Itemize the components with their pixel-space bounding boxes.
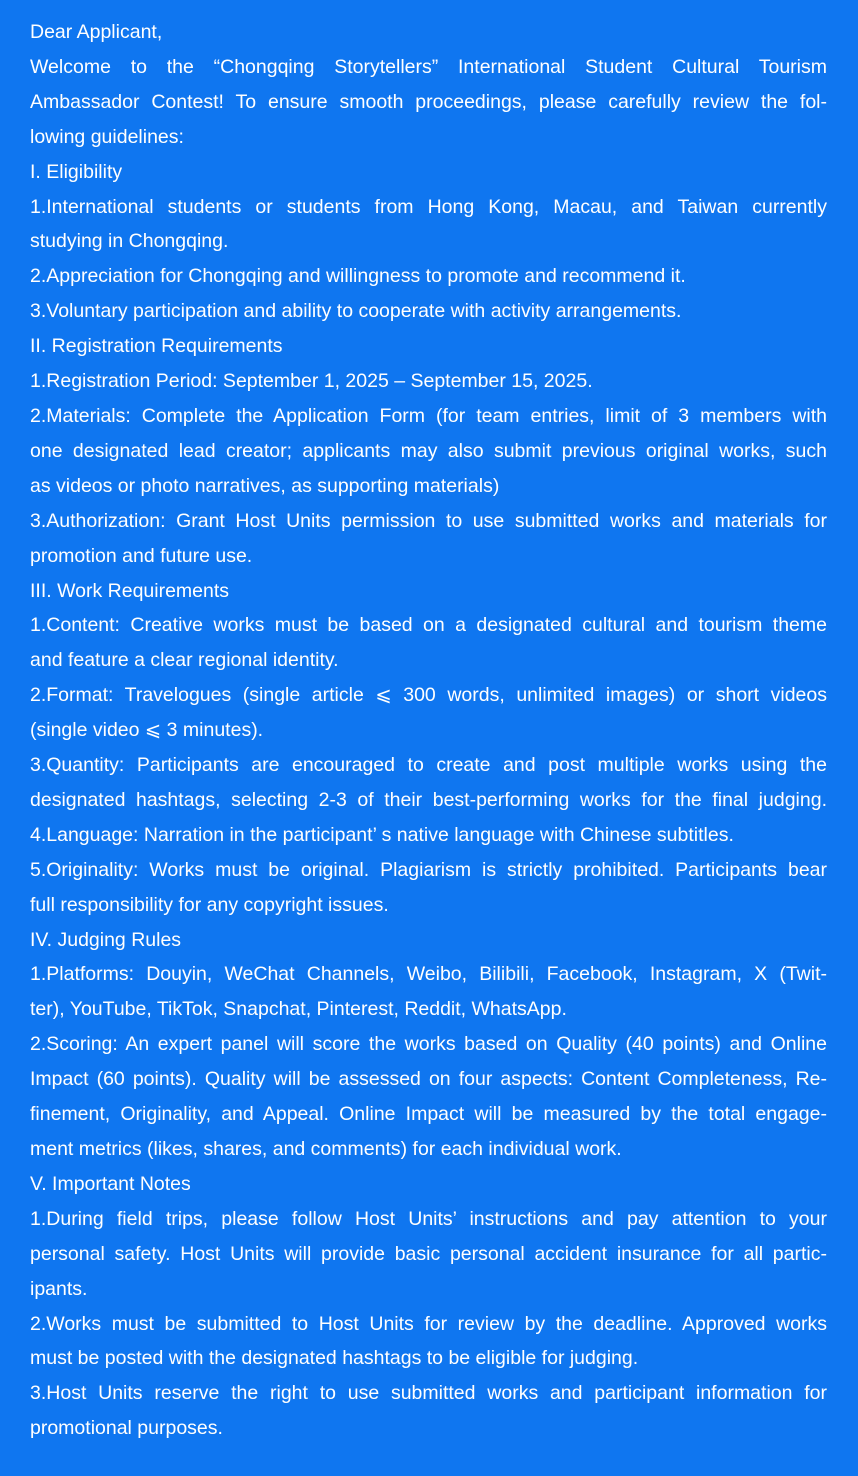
text-line: 1.International students or students from Hong Kong, Macau, and Taiwan currently [30, 195, 827, 218]
text-line: 5.Originality: Works must be original. Plagiarism is strictly prohibited. Participants bear [30, 858, 827, 881]
text-line: 3.Voluntary participation and ability to cooperate with activity arrangements. [30, 300, 682, 323]
text-line: 1.Platforms: Douyin, WeChat Channels, Weibo, Bilibili, Facebook, Instagram, X (Twit- [30, 963, 827, 986]
text-line: finement, Originality, and Appeal. Online Impact will be measured by the total engage- [30, 1103, 827, 1126]
text-line: 3.Host Units reserve the right to use submitted works and participant information for [30, 1382, 827, 1405]
text-line: promotional purposes. [30, 1417, 223, 1440]
text-line: 3.Authorization: Grant Host Units permission to use submitted works and materials for [30, 509, 827, 532]
text-line: designated hashtags, selecting 2-3 of their best-performing works for the final judging. [30, 788, 827, 811]
text-line: 1.Registration Period: September 1, 2025 – September 15, 2025. [30, 370, 593, 393]
text-line: studying in Chongqing. [30, 230, 229, 253]
text-line: 2.Appreciation for Chongqing and willingness to promote and recommend it. [30, 265, 686, 288]
guidelines-text [30, 15, 827, 1446]
text-line: 2.Materials: Complete the Application Form (for team entries, limit of 3 members with [30, 404, 827, 427]
text-line: V. Important Notes [30, 1172, 191, 1195]
text-line: IV. Judging Rules [30, 928, 182, 951]
text-line: full responsibility for any copyright issues. [30, 893, 389, 916]
text-line: Welcome to the “Chongqing Storytellers” International Student Cultural Tourism [30, 55, 827, 78]
text-line: as videos or photo narratives, as supporting materials) [30, 474, 500, 497]
text-line: 4.Language: Narration in the participant’ s native language with Chinese subtitles. [30, 823, 734, 846]
text-line: lowing guidelines: [30, 125, 184, 148]
text-line: ipants. [30, 1277, 88, 1300]
text-line: Impact (60 points). Quality will be assessed on four aspects: Content Completeness, Re- [30, 1068, 827, 1091]
text-line: 1.Content: Creative works must be based on a designated cultural and tourism theme [30, 614, 827, 637]
text-line: 2.Works must be submitted to Host Units for review by the deadline. Approved works [30, 1312, 827, 1335]
text-line: 2.Format: Travelogues (single article ⩽ 300 words, unlimited images) or short videos [30, 684, 827, 707]
text-line: 2.Scoring: An expert panel will score the works based on Quality (40 points) and Online [30, 1033, 827, 1056]
text-line: Dear Applicant, [30, 21, 163, 43]
text-line: III. Work Requirements [30, 579, 230, 602]
text-line: promotion and future use. [30, 544, 253, 567]
text-line: and feature a clear regional identity. [30, 649, 339, 672]
text-line: II. Registration Requirements [30, 335, 283, 358]
text-line: I. Eligibility [30, 160, 123, 183]
text-line: (single video ⩽ 3 minutes). [30, 719, 264, 742]
text-line: 3.Quantity: Participants are encouraged to create and post multiple works using the [30, 754, 827, 777]
text-line: 1.During field trips, please follow Host Units’ instructions and pay attention to your [30, 1207, 827, 1230]
text-line: personal safety. Host Units will provide basic personal accident insurance for all partic- [30, 1242, 827, 1265]
text-line: Ambassador Contest! To ensure smooth proceedings, please carefully review the fol- [30, 90, 827, 113]
text-line: ment metrics (likes, shares, and comments) for each individual work. [30, 1138, 622, 1160]
text-line: one designated lead creator; applicants may also submit previous original works, such [30, 439, 827, 462]
text-line: must be posted with the designated hashtags to be eligible for judging. [30, 1347, 639, 1370]
text-line: ter), YouTube, TikTok, Snapchat, Pinterest, Reddit, WhatsApp. [30, 998, 567, 1021]
